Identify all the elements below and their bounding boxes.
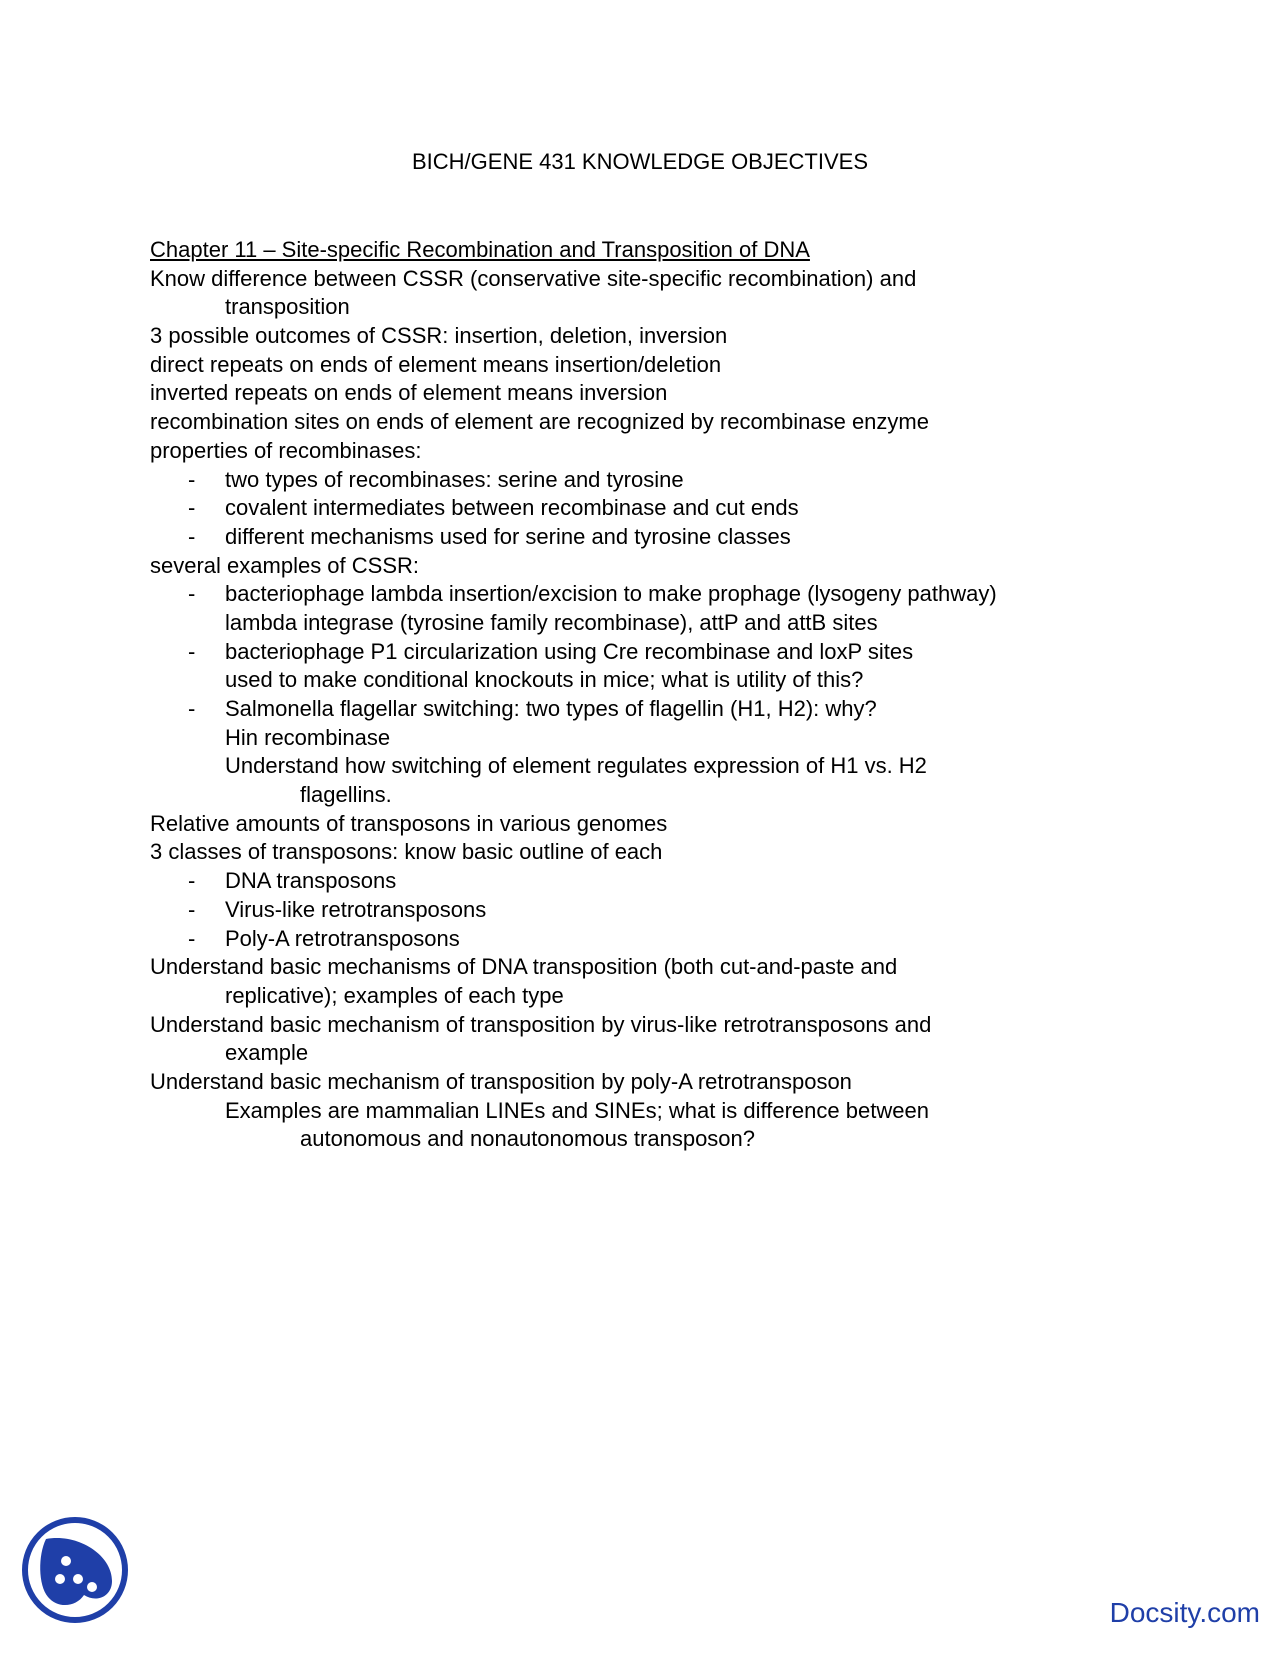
text-line: replicative); examples of each type [225,982,564,1008]
list-item [150,695,1250,724]
bullet-dash: - [188,495,196,521]
text-line: direct repeats on ends of element means insertion/deletion [150,351,722,377]
list-item [150,896,1250,925]
text-line: Relative amounts of transposons in various genomes [150,810,668,836]
bullet-dash: - [188,581,196,607]
list-item-text: Salmonella flagellar switching: two types of flagellin (H1, H2): why? [225,696,877,721]
text-line: properties of recombinases: [150,437,422,463]
text-line: 3 possible outcomes of CSSR: insertion, deletion, inversion [150,323,728,349]
text-line: Examples are mammalian LINEs and SINEs; what is difference between [225,1097,929,1123]
bullet-dash: - [188,466,196,492]
text-line: Understand basic mechanism of transposition by poly-A retrotransposon [150,1068,852,1094]
bullet-dash: - [188,696,196,721]
list-item [150,925,1250,954]
list-item-text: bacteriophage P1 circularization using Cre recombinase and loxP sites [225,638,914,664]
text-line: recombination sites on ends of element are recognized by recombinase enzyme [150,409,929,435]
text-line: inverted repeats on ends of element means inversion [150,380,668,406]
list-item-text: Virus-like retrotransposons [225,896,487,922]
list-item-text: different mechanisms used for serine and tyrosine classes [225,523,791,549]
text-line: Understand basic mechanisms of DNA transposition (both cut-and-paste and [150,954,898,980]
bullet-dash: - [188,638,196,664]
text-line: Understand basic mechanism of transposition by virus-like retrotransposons and [150,1011,932,1037]
text-line: lambda integrase (tyrosine family recombinase), attP and attB sites [225,609,878,635]
text-line: Understand how switching of element regulates expression of H1 vs. H2 [225,753,927,779]
list-item [150,580,1250,609]
bullet-dash: - [188,896,196,922]
docsity-brand: Docsity.com [1109,1597,1260,1628]
list-item [150,466,1250,495]
text-line: used to make conditional knockouts in mice; what is utility of this? [225,667,864,693]
list-item [150,638,1250,667]
text-line: Hin recombinase [225,724,391,750]
chapter-heading: Chapter 11 – Site-specific Recombination and Transposition of DNA [150,237,810,262]
text-line: several examples of CSSR: [150,552,419,578]
page-title: BICH/GENE 431 KNOWLEDGE OBJECTIVES [411,149,868,174]
text-line: transposition [225,294,350,320]
text-line: Know difference between CSSR (conservative site-specific recombination) and [150,265,917,291]
list-item-text: two types of recombinases: serine and tyrosine [225,466,684,492]
bullet-dash: - [188,925,196,951]
document-body [150,236,1250,1154]
list-item-text: DNA transposons [225,868,397,894]
list-item [150,494,1250,523]
list-item [150,867,1250,896]
text-line: example [225,1040,309,1066]
docsity-logo-icon [20,1515,130,1625]
list-item-text: covalent intermediates between recombinase and cut ends [225,495,799,521]
text-line: autonomous and nonautonomous transposon? [300,1126,756,1152]
list-item-text: Poly-A retrotransposons [225,925,460,951]
text-line: flagellins. [300,782,392,808]
text-line: 3 classes of transposons: know basic outline of each [150,839,663,865]
bullet-dash: - [188,523,196,549]
list-item-text: bacteriophage lambda insertion/excision to make prophage (lysogeny pathway) [225,581,997,607]
bullet-dash: - [188,868,196,894]
list-item [150,523,1250,552]
